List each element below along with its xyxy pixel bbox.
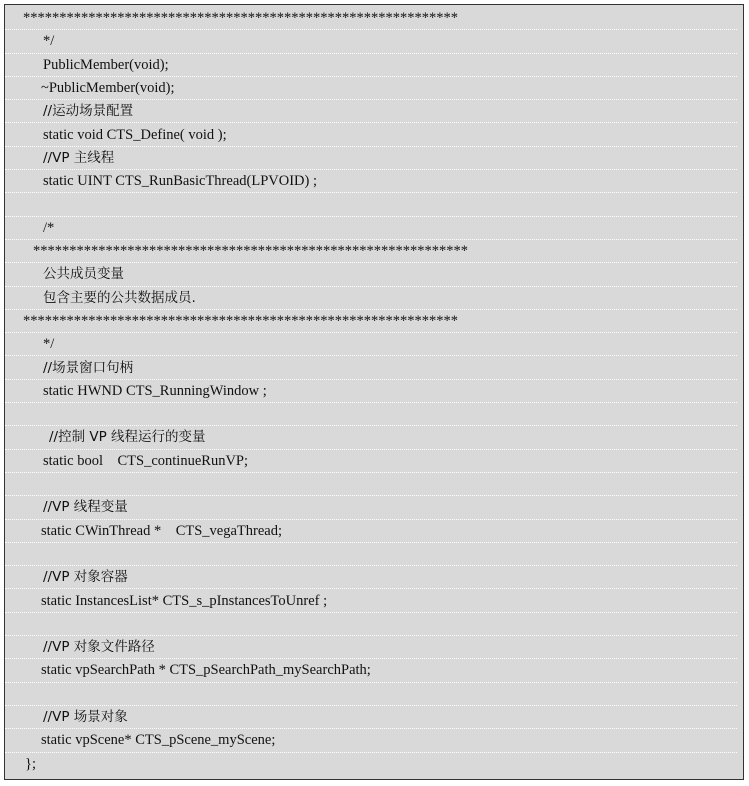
- code-line: ************************************************************: [5, 310, 737, 333]
- code-line: //VP 主线程: [5, 147, 737, 170]
- code-line: //VP 对象文件路径: [5, 636, 737, 659]
- code-line: static vpSearchPath * CTS_pSearchPath_mySearchPath;: [5, 659, 737, 682]
- code-line: static InstancesList* CTS_s_pInstancesToUnref ;: [5, 590, 737, 613]
- code-line: //VP 对象容器: [5, 566, 737, 589]
- code-line: [5, 473, 737, 496]
- code-line: */: [5, 333, 737, 356]
- code-line: [5, 403, 737, 426]
- code-line: static HWND CTS_RunningWindow ;: [5, 380, 737, 403]
- code-line: PublicMember(void);: [5, 54, 737, 77]
- code-line: ************************************************************: [5, 7, 737, 30]
- code-line: [5, 193, 737, 216]
- code-line: 包含主要的公共数据成员.: [5, 287, 737, 310]
- code-line: */: [5, 30, 737, 53]
- code-line: static CWinThread * CTS_vegaThread;: [5, 520, 737, 543]
- code-line: //场景窗口句柄: [5, 357, 737, 380]
- code-line: //运动场景配置: [5, 100, 737, 123]
- code-line: static bool CTS_continueRunVP;: [5, 450, 737, 473]
- code-line: /*: [5, 217, 737, 240]
- code-line: static vpScene* CTS_pScene_myScene;: [5, 729, 737, 752]
- code-line: [5, 683, 737, 706]
- code-line: };: [25, 755, 36, 772]
- code-line: static UINT CTS_RunBasicThread(LPVOID) ;: [5, 170, 737, 193]
- code-line: 公共成员变量: [5, 263, 737, 286]
- code-line: //控制 VP 线程运行的变量: [5, 426, 737, 449]
- code-line: [5, 543, 737, 566]
- code-line: ~PublicMember(void);: [5, 77, 737, 100]
- code-line: static void CTS_Define( void );: [5, 124, 737, 147]
- code-listing: [4, 4, 744, 780]
- code-line: ************************************************************: [5, 240, 737, 263]
- code-line: //VP 线程变量: [5, 496, 737, 519]
- code-line: [5, 613, 737, 636]
- code-line: //VP 场景对象: [5, 706, 737, 729]
